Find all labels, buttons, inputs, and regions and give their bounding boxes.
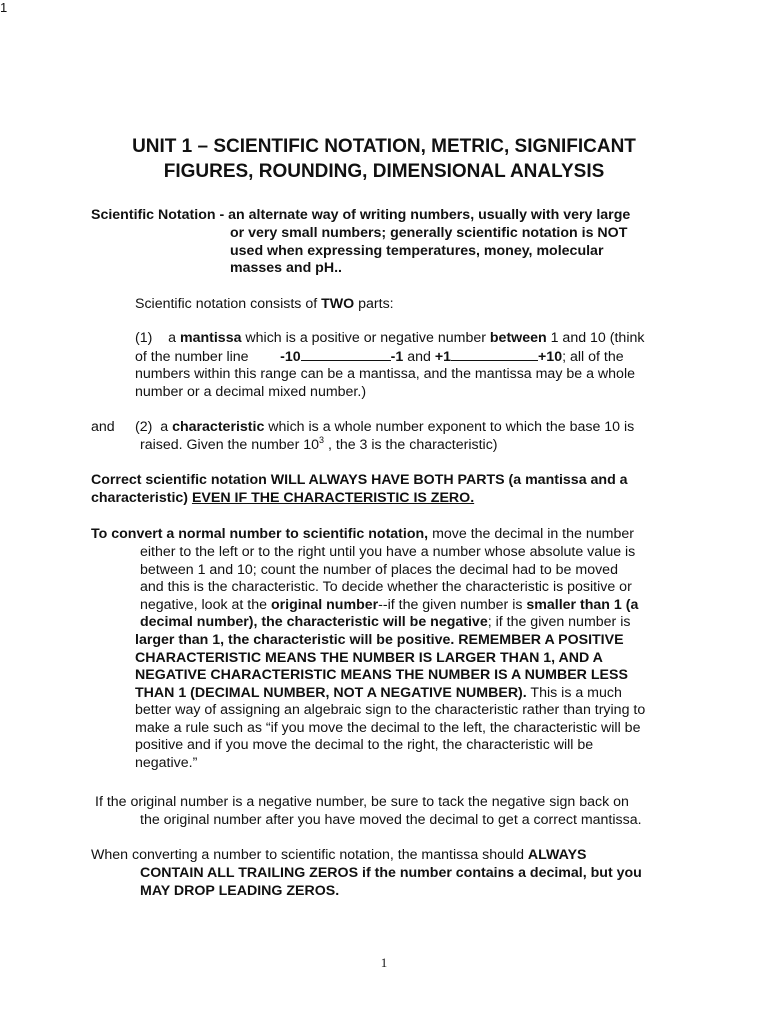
part-2-a: a <box>160 419 173 435</box>
between-term: between <box>489 330 547 346</box>
parts-intro-text-a: Scientific notation consists of <box>135 296 322 312</box>
convert-line-12: make a rule such as “if you move the decimal to the left, the characteristic will be <box>135 719 641 736</box>
convert-line-5-b: original number <box>270 596 379 613</box>
convert-line-11: better way of assigning an algebraic sign to the characteristic rather than trying to <box>135 702 646 718</box>
parts-intro-bold: TWO <box>321 296 355 312</box>
definition-line-4: masses and pH.. <box>230 260 342 276</box>
number-line-neg1: -1 <box>390 348 404 365</box>
trailing-zeros-lead <box>91 847 587 865</box>
convert-line-10-b: This is a much <box>526 684 622 701</box>
part-2-exponent: 3 <box>319 434 325 445</box>
negative-note-line-1: If the original number is a negative number, be sure to tack the negative sign back on <box>95 794 629 810</box>
convert-line-3: between 1 and 10; count the number of places the decimal had to be moved <box>140 561 618 578</box>
convert-line-2: either to the left or to the right until you have a number whose absolute value is <box>140 544 636 560</box>
correct-line-1: Correct scientific notation WILL ALWAYS HAVE BOTH PARTS (a mantissa and a <box>91 472 628 488</box>
page-marker: 1 <box>0 0 8 15</box>
part-1 <box>135 330 644 401</box>
part-2-number: (2) <box>135 419 153 435</box>
convert-body-b <box>135 632 645 772</box>
convert-line-14: negative.” <box>135 754 198 771</box>
part-2-b: which is a whole number exponent to which the base 10 is <box>264 419 635 435</box>
number-line-tail: ; all of the <box>562 348 624 365</box>
negative-note-line-2-wrap <box>140 812 642 830</box>
convert-line-5-a: negative, look at the <box>140 596 271 613</box>
mantissa-term: mantissa <box>179 330 242 346</box>
convert-line-4: and this is the characteristic. To decide whether the characteristic is positive or <box>140 579 632 595</box>
parts-intro-text-b: parts: <box>354 296 394 312</box>
part-1-b: which is a positive or negative number <box>241 330 490 346</box>
definition-line-3: used when expressing temperatures, money, molecular <box>230 242 604 259</box>
trailing-zeros-body <box>140 865 642 900</box>
convert-line-8: CHARACTERISTIC MEANS THE NUMBER IS LARGER THAN 1, AND A <box>135 649 603 666</box>
page-number: 1 <box>380 955 388 970</box>
title-line-1: UNIT 1 – SCIENTIFIC NOTATION, METRIC, SIGNIFICANT <box>132 136 636 157</box>
number-line-pos10: +10 <box>538 348 563 365</box>
characteristic-term: characteristic <box>172 419 265 435</box>
definition-continuation <box>230 225 627 278</box>
page-title <box>0 134 768 184</box>
definition-line-2: or very small numbers; generally scientific notation is NOT <box>230 225 628 241</box>
title-line-2: FIGURES, ROUNDING, DIMENSIONAL ANALYSIS <box>163 161 605 182</box>
part-2-line-2-b: , the 3 is the characteristic) <box>324 436 498 453</box>
convert-line-6-b: ; if the given number is <box>487 614 631 630</box>
convert-line-10-a: THAN 1 (DECIMAL NUMBER, NOT A NEGATIVE NUMBER). <box>135 684 527 701</box>
number-line-pos1: +1 <box>434 348 452 365</box>
convert-line-5-c: --if the given number is <box>378 596 527 613</box>
parts-intro <box>135 296 394 314</box>
part-1-c: 1 and 10 (think <box>546 330 645 346</box>
trailing-line-2: CONTAIN ALL TRAILING ZEROS if the number contains a decimal, but you <box>140 865 642 881</box>
convert-line-9: NEGATIVE CHARACTERISTIC MEANS THE NUMBER IS A NUMBER LESS <box>135 667 628 683</box>
part-1-line-4: number or a decimal mixed number.) <box>135 383 367 400</box>
number-line-and: and <box>403 348 435 365</box>
definition-block <box>91 207 630 225</box>
number-line-blank-2 <box>451 348 538 361</box>
correct-line-2-underlined: EVEN IF THE CHARACTERISTIC IS ZERO. <box>191 489 475 506</box>
part-2-and <box>91 419 115 437</box>
number-line-neg10: -10 <box>280 348 301 365</box>
convert-lead-bold: To convert a normal number to scientific notation, <box>91 526 429 542</box>
negative-note-line-2: the original number after you have moved the decimal to get a correct mantissa. <box>140 812 642 828</box>
convert-lead <box>91 526 634 544</box>
convert-line-7: larger than 1, the characteristic will be positive. REMEMBER A POSITIVE <box>135 632 624 648</box>
convert-line-6-a: decimal number), the characteristic will be negative <box>140 614 488 630</box>
part-1-a: a <box>168 330 180 346</box>
correct-notation <box>91 472 628 507</box>
number-line-blank-1 <box>301 348 391 361</box>
definition-term: Scientific Notation - <box>91 207 225 223</box>
negative-note-line-1-wrap <box>95 794 629 812</box>
trailing-line-1-a: When converting a number to scientific notation, the mantissa should <box>91 847 528 863</box>
convert-body-a <box>140 544 638 632</box>
trailing-line-3: MAY DROP LEADING ZEROS. <box>140 882 340 899</box>
part-2-and-label: and <box>91 419 115 435</box>
part-1-number: (1) <box>135 330 153 346</box>
part-2 <box>135 419 634 454</box>
convert-line-1: move the decimal in the number <box>428 526 634 542</box>
convert-line-5-d: smaller than 1 (a <box>526 596 639 613</box>
number-line-label: of the number line <box>135 348 249 365</box>
trailing-line-1-b: ALWAYS <box>527 847 587 863</box>
convert-line-13: positive and if you move the decimal to the right, the characteristic will be <box>135 737 594 753</box>
definition-line-1: an alternate way of writing numbers, usually with very large <box>228 207 631 223</box>
correct-line-2-a: characteristic) <box>91 489 192 506</box>
part-1-line-3: numbers within this range can be a mantissa, and the mantissa may be a whole <box>135 366 635 382</box>
part-2-line-2-a: raised. Given the number 10 <box>140 436 320 453</box>
